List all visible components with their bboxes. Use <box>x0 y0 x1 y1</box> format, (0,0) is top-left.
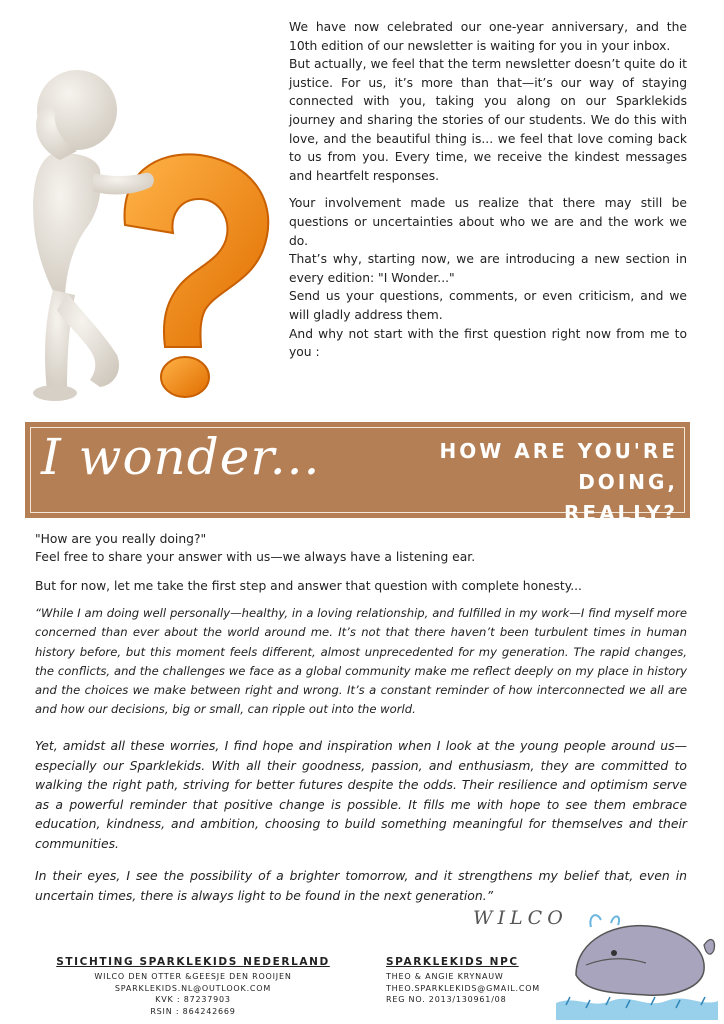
intro-text <box>289 18 687 371</box>
footer-email: THEO.SPARKLEKIDS@GMAIL.COM <box>386 983 541 993</box>
footer-reg: REG NO. 2013/130961/08 <box>386 995 507 1004</box>
banner-subtitle-line-2: REALLY? <box>564 501 678 525</box>
banner-subtitle <box>338 436 678 529</box>
footer-kvk: KVK : 87237903 <box>155 995 231 1004</box>
banner-script-title: I wonder... <box>41 428 321 486</box>
intro-line: Send us your questions, comments, or even criticism, and we will gladly address them. <box>289 289 687 322</box>
intro-line: And why not start with the first question right now from me to you : <box>289 326 687 360</box>
quote-paragraph-3: In their eyes, I see the possibility of a brighter tomorrow, and it strengthens my belief that, even in uncertain times, there is always light to be found in the next generation.” <box>35 868 687 903</box>
footer-netherlands <box>55 956 331 1017</box>
thinking-figure-question-mark-icon <box>5 55 285 405</box>
footer-names: WILCO DEN OTTER &GEESJE DEN ROOIJEN <box>94 972 292 981</box>
intro-line: We have now celebrated our one-year anniversary, and the 10th edition of our newsletter is waiting for you in your inbox. <box>289 20 687 53</box>
intro-paragraph-1 <box>289 18 687 185</box>
footer-email: SPARKLEKIDS.NL@OUTLOOK.COM <box>114 983 272 993</box>
i-wonder-banner <box>25 422 690 525</box>
quote-paragraph-2: Yet, amidst all these worries, I find hope and inspiration when I look at the young people around us—especially our Sparklekids. With all their goodness, passion, and enthusiasm, they are committed to walking the right path, striving for better futures despite the odds. Their resilience and optimism serve as a powerful reminder that positive change is possible. It fills me with hope to see them embrace education, kindness, and ambition, choosing to build something meaningful for themselves and their communities. <box>35 738 687 851</box>
question-block <box>35 530 475 567</box>
banner-subtitle-line-1: HOW ARE YOU'RE DOING, <box>439 439 678 494</box>
quote-paragraph-1: “While I am doing well personally—healthy, in a loving relationship, and fulfilled in my work—I find myself more concerned than ever about the world around me. It’s not that there haven’t been turbulent times in human history before, but this moment feels different, almost unprecedented for my generation. The rapid changes, the conflicts, and the challenges we face as a global community make me reflect deeply on my place in history and the choices we make between right and wrong. It’s a constant reminder of how interconnected we all are and how our decisions, big or small, can ripple out into the world. <box>35 606 687 717</box>
lead-sentence: But for now, let me take the first step and answer that question with complete honesty... <box>35 579 582 593</box>
footer-rsin: RSIN : 864242669 <box>150 1006 236 1016</box>
signature: WILCO <box>473 907 568 929</box>
footer-south-africa <box>386 956 546 1006</box>
question-line-1: "How are you really doing?" <box>35 532 207 546</box>
whale-icon <box>556 905 718 1020</box>
intro-paragraph-2 <box>289 194 687 361</box>
footer-org-name: SPARKLEKIDS NPC <box>386 956 519 968</box>
intro-line: But actually, we feel that the term newsletter doesn’t quite do it justice. For us, it’s more than that—it’s our way of staying connected with you, taking you along on our Sparklekids journey and sharing the stories of our students. We do this with love, and the beautiful thing is... we feel that love coming back to us from you. Every time, we receive the kindest messages and heartfelt responses. <box>289 57 687 183</box>
footer-org-name: STICHTING SPARKLEKIDS NEDERLAND <box>56 956 330 968</box>
intro-line: That’s why, starting now, we are introducing a new section in every edition: "I Wonder..." <box>289 252 687 285</box>
question-line-2: Feel free to share your answer with us—we always have a listening ear. <box>35 550 476 565</box>
intro-line: Your involvement made us realize that there may still be questions or uncertainties about who we are and the work we do. <box>289 196 687 248</box>
footer-names: THEO & ANGIE KRYNAUW <box>386 972 504 981</box>
